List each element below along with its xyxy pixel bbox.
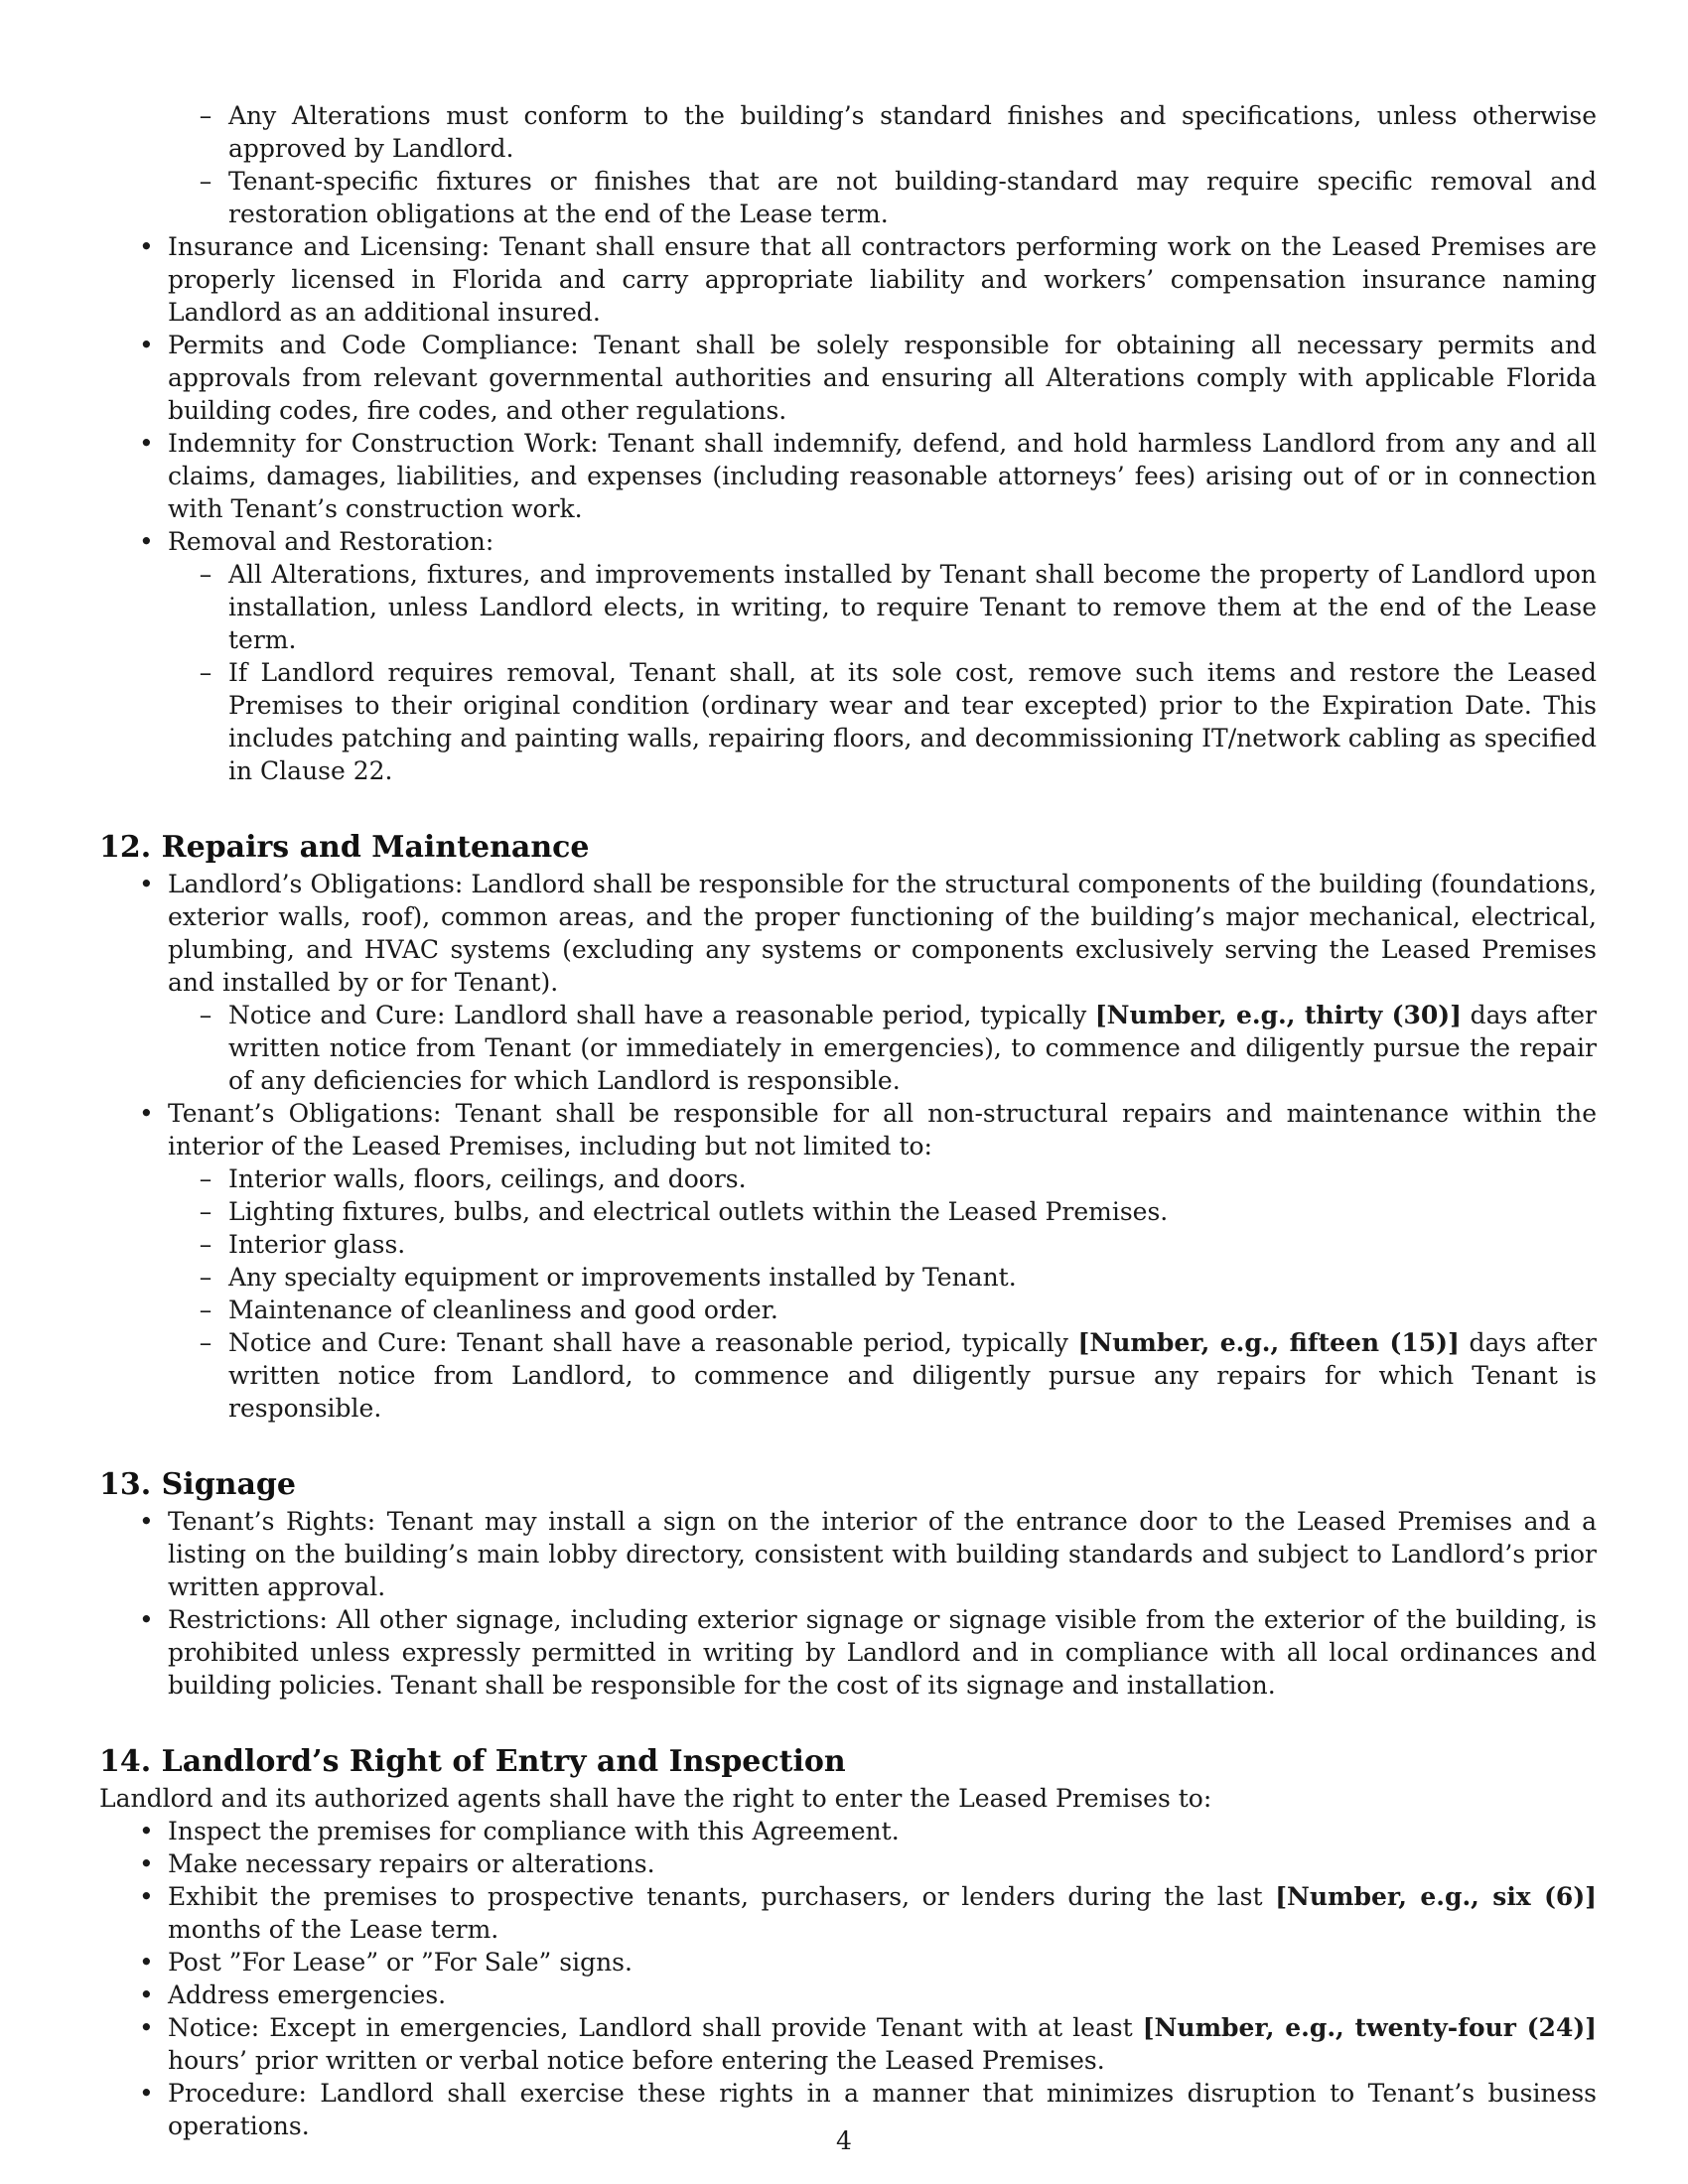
alterations-standards-list	[99, 99, 1597, 230]
list-item: • Removal and Restoration: – All Alterations, fixtures, and improvements installed by Tenant shall become the property of Landlord upon installation, unless Landlord elects, in writing, to require Tenant to remove them at the end of the Lease term. – If Landlord requires removal, Tenant shall, at its sole cost, remove such items and restore the Leased Premises to their original condition (ordinary wear and tear excepted) prior to the Expiration Date. This includes patching and painting walls, repairing floors, and decommissioning IT/network cabling as specified in Clause 22.	[139, 527, 1597, 785]
repairs-list	[99, 868, 1597, 1425]
landlord-cure-list	[168, 999, 1597, 1097]
list-item: – Notice and Cure: Landlord shall have a reasonable period, typically [Number, e.g., thirty (30)] days after written notice from Tenant (or immediately in emergencies), to commence and diligently pursue the repair of any deficiencies for which Landlord is responsible.	[199, 1001, 1597, 1095]
section-heading-repairs: 12. Repairs and Maintenance	[99, 830, 590, 865]
list-item: • Post ”For Lease” or ”For Sale” signs.	[139, 1948, 633, 1977]
tenant-repairs-list	[168, 1162, 1597, 1425]
section-heading-entry: 14. Landlord’s Right of Entry and Inspection	[99, 1744, 846, 1779]
list-item: • Insurance and Licensing: Tenant shall ensure that all contractors performing work on the Leased Premises are properly licensed in Florida and carry appropriate liability and workers’ compensation insurance naming Landlord as an additional insured.	[139, 232, 1597, 327]
list-item: – All Alterations, fixtures, and improvements installed by Tenant shall become the property of Landlord upon installation, unless Landlord elects, in writing, to require Tenant to remove them at the end of the Lease term.	[199, 560, 1597, 654]
list-item: – Any specialty equipment or improvements installed by Tenant.	[199, 1263, 1017, 1292]
section-heading-signage: 13. Signage	[99, 1467, 296, 1502]
list-item: – Tenant-specific fixtures or finishes that are not building-standard may require specific removal and restoration obligations at the end of the Lease term.	[199, 167, 1597, 228]
placeholder-field: [Number, e.g., twenty-four (24)]	[1142, 2013, 1598, 2042]
placeholder-field: [Number, e.g., fifteen (15)]	[1077, 1328, 1460, 1357]
list-item: • Inspect the premises for compliance with this Agreement.	[139, 1817, 900, 1845]
construction-terms-list	[99, 230, 1597, 787]
list-item: – Interior glass.	[199, 1230, 406, 1259]
list-item: • Procedure: Landlord shall exercise these rights in a manner that minimizes disruption to Tenant’s business operations.	[139, 2079, 1597, 2140]
list-item: • Tenant’s Obligations: Tenant shall be responsible for all non-structural repairs and maintenance within the interior of the Leased Premises, including but not limited to: – Interior walls, floors, ceilings, and doors. – Lighting fixtures, bulbs, and electrical outlets within the Leased Premises. – Interior glass. – Any specialty equipment or improvements installed by Tenant. – Maintenance of cleanliness and good order. – Notice and Cure: Tenant shall have a reasonable period, typically [Number, e.g., fifteen (15)] days after written notice from Landlord, to commence and diligently pursue any repairs for which Tenant is responsible.	[139, 1099, 1597, 1423]
list-item: • Address emergencies.	[139, 1980, 447, 2009]
page-content	[99, 99, 1597, 2142]
list-item: – If Landlord requires removal, Tenant shall, at its sole cost, remove such items and restore the Leased Premises to their original condition (ordinary wear and tear excepted) prior to the Expiration Date. This includes patching and painting walls, repairing floors, and decommissioning IT/network cabling as specified in Clause 22.	[199, 658, 1597, 785]
list-item: – Maintenance of cleanliness and good order.	[199, 1296, 778, 1324]
list-item: – Interior walls, floors, ceilings, and doors.	[199, 1164, 747, 1193]
placeholder-field: [Number, e.g., thirty (30)]	[1094, 1001, 1462, 1029]
signage-list	[99, 1505, 1597, 1702]
list-item: • Indemnity for Construction Work: Tenant shall indemnify, defend, and hold harmless Landlord from any and all claims, damages, liabilities, and expenses (including reasonable attorneys’ fees) arising out of or in connection with Tenant’s construction work.	[139, 429, 1597, 523]
list-item: • Notice: Except in emergencies, Landlord shall provide Tenant with at least [Number, e.g., twenty-four (24)] hours’ prior written or verbal notice before entering the Leased Premises.	[139, 2013, 1598, 2075]
list-item: – Lighting fixtures, bulbs, and electrical outlets within the Leased Premises.	[199, 1197, 1169, 1226]
list-item: • Tenant’s Rights: Tenant may install a sign on the interior of the entrance door to the Leased Premises and a listing on the building’s main lobby directory, consistent with building standards and subject to Landlord’s prior written approval.	[139, 1507, 1597, 1601]
list-item: • Exhibit the premises to prospective tenants, purchasers, or lenders during the last [Number, e.g., six (6)] months of the Lease term.	[139, 1882, 1597, 1944]
removal-restoration-list	[168, 558, 1597, 787]
list-item: – Any Alterations must conform to the building’s standard finishes and specifications, unless otherwise approved by Landlord.	[199, 101, 1597, 163]
list-item: • Landlord’s Obligations: Landlord shall be responsible for the structural components of the building (foundations, exterior walls, roof), common areas, and the proper functioning of the building’s major mechanical, electrical, plumbing, and HVAC systems (excluding any systems or components exclusively serving the Leased Premises and installed by or for Tenant). – Notice and Cure: Landlord shall have a reasonable period, typically [Number, e.g., thirty (30)] days after written notice from Tenant (or immediately in emergencies), to commence and diligently pursue the repair of any deficiencies for which Landlord is responsible.	[139, 870, 1597, 1095]
list-item: – Notice and Cure: Tenant shall have a reasonable period, typically [Number, e.g., fifteen (15)] days after written notice from Landlord, to commence and diligently pursue any repairs for which Tenant is responsible.	[199, 1328, 1597, 1423]
list-item: • Restrictions: All other signage, including exterior signage or signage visible from the exterior of the building, is prohibited unless expressly permitted in writing by Landlord and in compliance with all local ordinances and building policies. Tenant shall be responsible for the cost of its signage and installation.	[139, 1605, 1597, 1700]
entry-rights-list	[99, 1815, 1597, 2142]
page-number: 4	[836, 2126, 852, 2155]
placeholder-field: [Number, e.g., six (6)]	[1275, 1882, 1597, 1911]
list-item: • Permits and Code Compliance: Tenant shall be solely responsible for obtaining all necessary permits and approvals from relevant governmental authorities and ensuring all Alterations comply with applicable Florida building codes, fire codes, and other regulations.	[139, 331, 1597, 425]
list-item: • Make necessary repairs or alterations.	[139, 1849, 655, 1878]
entry-intro: Landlord and its authorized agents shall have the right to enter the Leased Premises to:	[99, 1784, 1212, 1813]
